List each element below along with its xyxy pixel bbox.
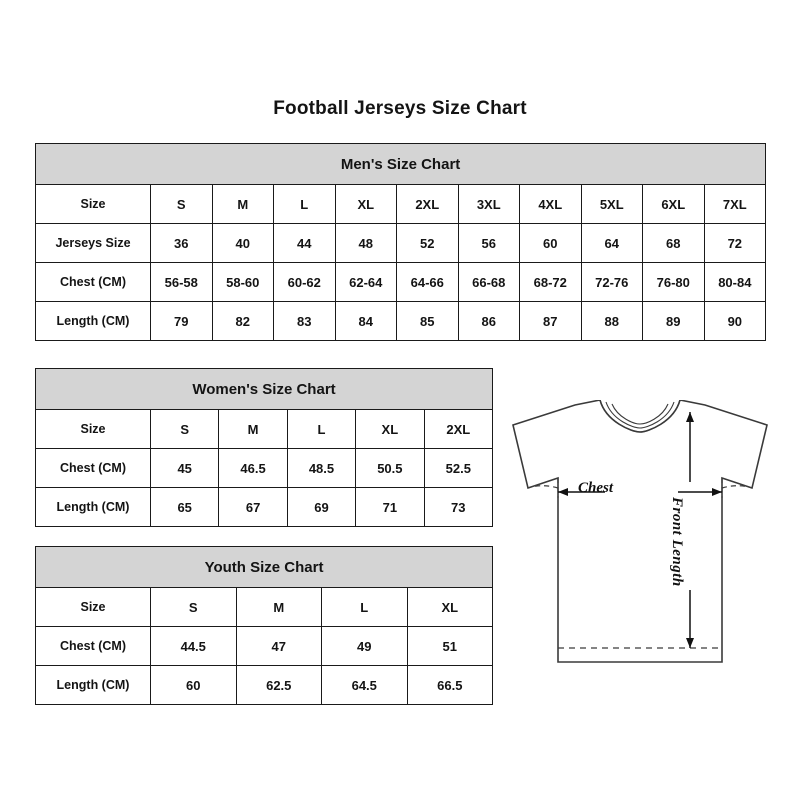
row-label: Chest (CM) (36, 449, 151, 488)
table-row (36, 185, 766, 224)
table-cell: 72 (704, 224, 766, 263)
table-cell: 5XL (581, 185, 643, 224)
table-cell: 67 (219, 488, 287, 527)
row-label: Length (CM) (36, 666, 151, 705)
page-title: Football Jerseys Size Chart (273, 98, 527, 119)
table-cell: 48.5 (287, 449, 355, 488)
table-cell: 58-60 (212, 263, 274, 302)
mens-size-chart (35, 143, 765, 341)
womens-table (35, 368, 493, 527)
table-cell: 90 (704, 302, 766, 341)
table-cell: 87 (520, 302, 582, 341)
tshirt-icon (500, 400, 780, 700)
table-section-header-row (36, 369, 493, 410)
table-row (36, 488, 493, 527)
table-cell: 36 (151, 224, 213, 263)
row-label: Size (36, 410, 151, 449)
table-cell: S (151, 185, 213, 224)
table-cell: 46.5 (219, 449, 287, 488)
table-cell: 69 (287, 488, 355, 527)
table-cell: 4XL (520, 185, 582, 224)
table-cell: 68-72 (520, 263, 582, 302)
table-cell: M (219, 410, 287, 449)
table-row (36, 588, 493, 627)
table-cell: 73 (424, 488, 492, 527)
table-cell: 72-76 (581, 263, 643, 302)
table-cell: 89 (643, 302, 705, 341)
frontlength-arrow-top (686, 412, 694, 422)
table-cell: 52.5 (424, 449, 492, 488)
shirt-outline (513, 400, 767, 662)
table-cell: 60 (520, 224, 582, 263)
table-section-header-row (36, 144, 766, 185)
row-label: Length (CM) (36, 302, 151, 341)
collar-inner-2 (612, 404, 668, 424)
row-label: Chest (CM) (36, 263, 151, 302)
table-cell: 64 (581, 224, 643, 263)
table-cell: XL (407, 588, 493, 627)
table-cell: 62-64 (335, 263, 397, 302)
table-cell: M (212, 185, 274, 224)
table-cell: 64-66 (397, 263, 459, 302)
table-cell: 52 (397, 224, 459, 263)
table-cell: XL (335, 185, 397, 224)
womens-section-heading: Women's Size Chart (36, 369, 493, 410)
table-cell: 79 (151, 302, 213, 341)
front-length-measure-label: Front Length (669, 497, 685, 587)
table-row (36, 627, 493, 666)
table-cell: 47 (236, 627, 322, 666)
table-cell: 60 (151, 666, 237, 705)
table-cell: 66.5 (407, 666, 493, 705)
table-cell: 44.5 (151, 627, 237, 666)
table-cell: L (322, 588, 408, 627)
table-cell: 66-68 (458, 263, 520, 302)
tshirt-measurement-diagram (500, 400, 780, 700)
table-cell: 71 (356, 488, 424, 527)
table-cell: 50.5 (356, 449, 424, 488)
table-cell: 7XL (704, 185, 766, 224)
table-cell: 2XL (397, 185, 459, 224)
table-cell: 85 (397, 302, 459, 341)
table-cell: 88 (581, 302, 643, 341)
table-cell: S (151, 588, 237, 627)
table-cell: 86 (458, 302, 520, 341)
table-cell: 76-80 (643, 263, 705, 302)
table-cell: S (151, 410, 219, 449)
table-cell: 62.5 (236, 666, 322, 705)
table-cell: 82 (212, 302, 274, 341)
table-cell: 68 (643, 224, 705, 263)
chest-measure-label: Chest (578, 480, 614, 496)
table-cell: 2XL (424, 410, 492, 449)
youth-size-chart (35, 546, 492, 705)
youth-section-heading: Youth Size Chart (36, 547, 493, 588)
table-row (36, 263, 766, 302)
table-cell: XL (356, 410, 424, 449)
table-cell: 65 (151, 488, 219, 527)
youth-table (35, 546, 493, 705)
chest-arrow-left (558, 488, 568, 496)
table-row (36, 449, 493, 488)
table-cell: 56-58 (151, 263, 213, 302)
table-cell: M (236, 588, 322, 627)
table-cell: 60-62 (274, 263, 336, 302)
row-label: Size (36, 185, 151, 224)
table-row (36, 410, 493, 449)
table-cell: L (274, 185, 336, 224)
row-label: Size (36, 588, 151, 627)
table-row (36, 224, 766, 263)
frontlength-arrow-bottom (686, 638, 694, 648)
row-label: Length (CM) (36, 488, 151, 527)
table-cell: 44 (274, 224, 336, 263)
table-cell: 56 (458, 224, 520, 263)
mens-section-heading: Men's Size Chart (36, 144, 766, 185)
table-cell: 51 (407, 627, 493, 666)
table-cell: 49 (322, 627, 408, 666)
table-cell: 80-84 (704, 263, 766, 302)
table-cell: 40 (212, 224, 274, 263)
table-row (36, 666, 493, 705)
table-cell: L (287, 410, 355, 449)
womens-size-chart (35, 368, 492, 527)
table-section-header-row (36, 547, 493, 588)
row-label: Jerseys Size (36, 224, 151, 263)
table-row (36, 302, 766, 341)
table-cell: 48 (335, 224, 397, 263)
table-cell: 83 (274, 302, 336, 341)
chest-arrow-right (712, 488, 722, 496)
mens-table (35, 143, 766, 341)
table-cell: 84 (335, 302, 397, 341)
table-cell: 64.5 (322, 666, 408, 705)
table-cell: 6XL (643, 185, 705, 224)
table-cell: 3XL (458, 185, 520, 224)
table-cell: 45 (151, 449, 219, 488)
row-label: Chest (CM) (36, 627, 151, 666)
